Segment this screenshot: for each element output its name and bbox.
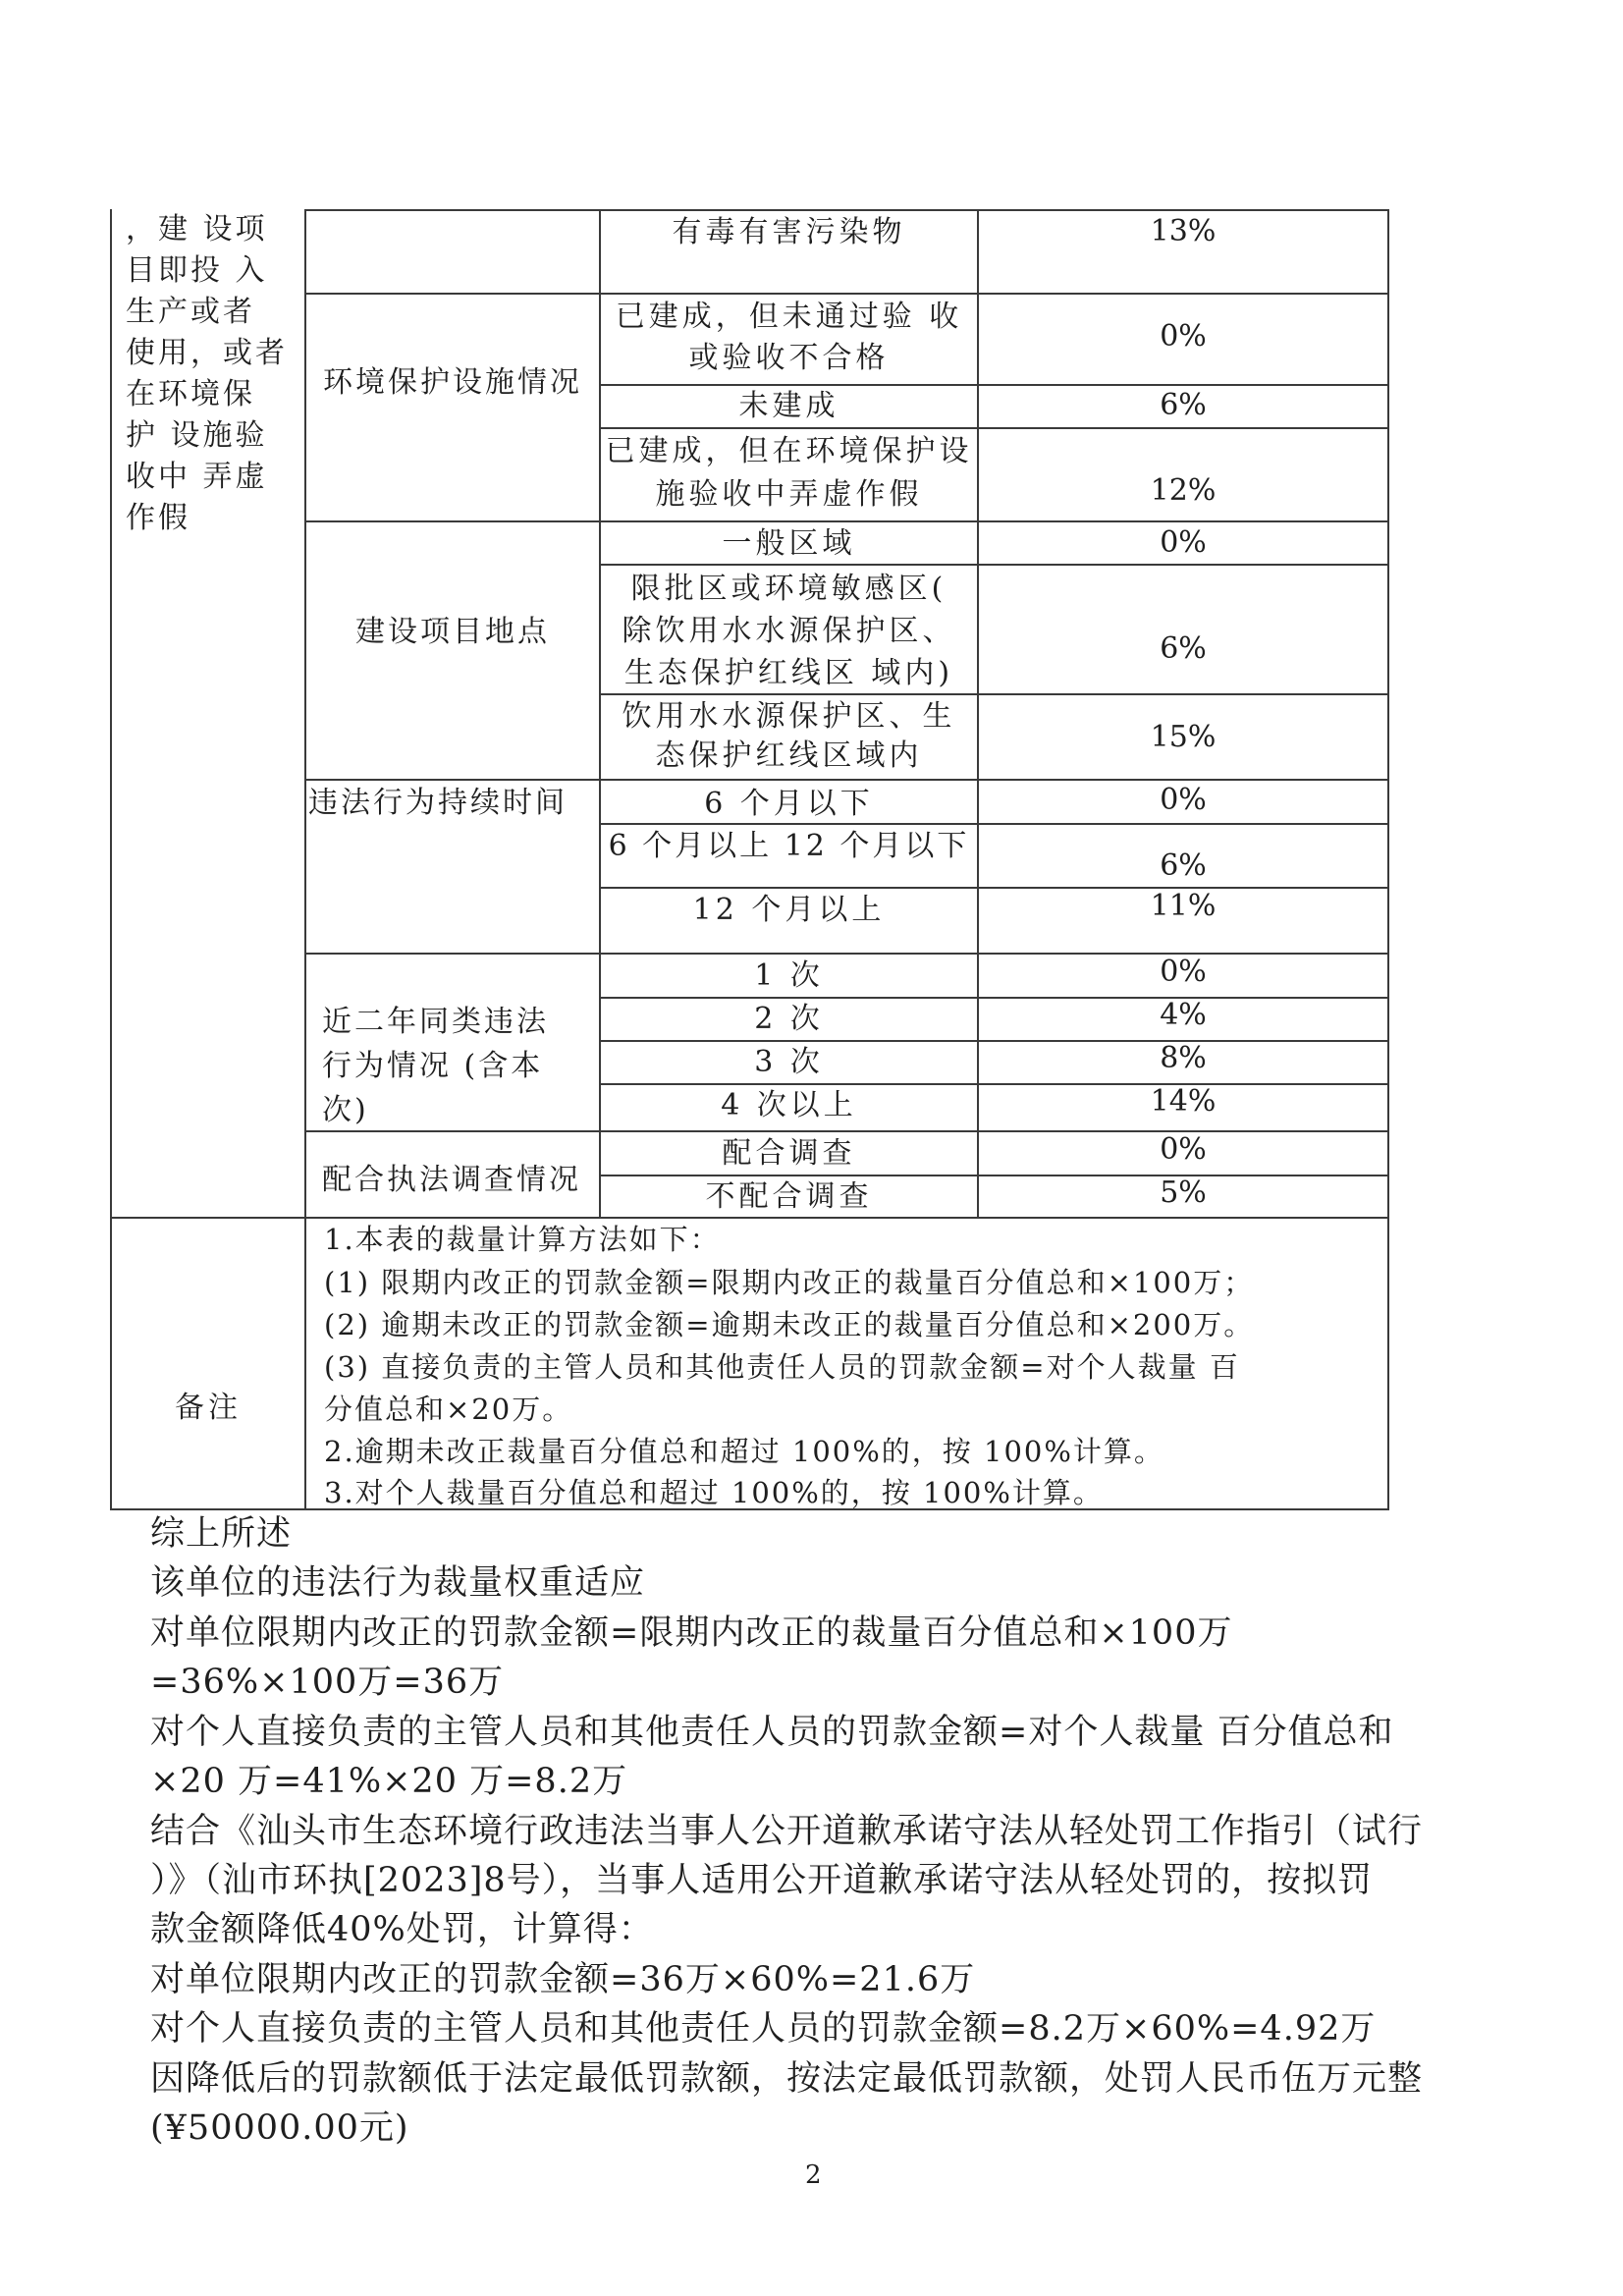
item-duration-2: 12 个月以上 (692, 893, 886, 927)
item-pollutant: 有毒有害污染物 (672, 215, 906, 249)
body-line: =36%×100万=36万 (150, 1663, 505, 1702)
body-line: 对个人直接负责的主管人员和其他责任人员的罚款金额=8.2万×60%=4.92万 (150, 2009, 1377, 2049)
label-location: 建设项目地点 (355, 615, 550, 649)
percent-cooperate-1: 5% (1160, 1175, 1207, 1210)
col1-line: 在环境保 (126, 377, 255, 411)
item-repeat-2: 3 次 (754, 1045, 824, 1079)
item-facility-1: 未建成 (738, 389, 839, 423)
remarks-line: (3) 直接负责的主管人员和其他责任人员的罚款金额=对个人裁量 百 (324, 1350, 1240, 1384)
percent-location-0: 0% (1160, 525, 1207, 560)
item-line: 除饮用水水源保护区、 (622, 614, 956, 648)
percent-duration-2: 11% (1150, 889, 1217, 923)
body-line: ×20 万=41%×20 万=8.2万 (150, 1762, 628, 1801)
col1-line: ，建 设项 (126, 212, 268, 246)
label-line: 行为情况 (含本 (322, 1049, 544, 1083)
remarks-line: 2.逾期未改正裁量百分值总和超过 100%的，按 100%计算。 (324, 1435, 1164, 1468)
percent-location-1: 6% (1160, 631, 1207, 666)
col1-line: 收中 弄虚 (126, 460, 268, 494)
body-line: ）》（汕市环执[2023]8号），当事人适用公开道歉承诺守法从轻处罚的，按拟罚 (150, 1861, 1374, 1900)
percent-duration-1: 6% (1160, 848, 1207, 883)
row-line (304, 1217, 306, 1510)
percent-repeat-1: 4% (1160, 998, 1207, 1032)
item-facility-2 (601, 430, 977, 517)
percent-repeat-2: 8% (1160, 1041, 1207, 1075)
col1-line: 使用，或者 (126, 336, 288, 370)
remarks-line: (2) 逾期未改正的罚款金额=逾期未改正的裁量百分值总和×200万。 (324, 1308, 1255, 1341)
item-line: 或验收不合格 (688, 341, 890, 375)
label-line: 次) (322, 1093, 369, 1127)
body-line: (¥50000.00元) (150, 2108, 409, 2148)
percent-pollutant: 13% (1150, 214, 1217, 248)
item-facility-0 (601, 297, 977, 379)
item-cooperate-0: 配合调查 (722, 1136, 856, 1171)
page-number: 2 (805, 2160, 822, 2190)
label-repeat (322, 1000, 597, 1132)
item-line: 已建成，但在环境保护设 (605, 434, 973, 468)
label-line: 近二年同类违法 (322, 1005, 549, 1039)
body-line: 对单位限期内改正的罚款金额=限期内改正的裁量百分值总和×100万 (150, 1613, 1233, 1653)
table-border-left (110, 209, 112, 1510)
body-line: 该单位的违法行为裁量权重适应 (150, 1563, 646, 1603)
body-line: 对单位限期内改正的罚款金额=36万×60%=21.6万 (150, 1960, 976, 1999)
item-line: 限批区或环境敏感区( (630, 572, 947, 606)
item-cooperate-1: 不配合调查 (705, 1179, 873, 1214)
body-line: 对个人直接负责的主管人员和其他责任人员的罚款金额=对个人裁量 百分值总和 (150, 1713, 1394, 1752)
remarks-line: 1.本表的裁量计算方法如下： (324, 1223, 721, 1256)
item-duration-0: 6 个月以下 (704, 787, 874, 821)
label-cooperate: 配合执法调查情况 (322, 1163, 581, 1197)
item-repeat-3: 4 次以上 (721, 1088, 857, 1122)
body-line: 综上所述 (150, 1514, 293, 1554)
item-location-0: 一般区域 (722, 526, 856, 561)
percent-cooperate-0: 0% (1160, 1132, 1207, 1167)
item-duration-1: 6 个月以上 12 个月以下 (608, 829, 970, 863)
col1-line: 目即投 入 (126, 253, 268, 288)
body-line: 款金额降低40%处罚，计算得： (150, 1910, 654, 1949)
item-line: 态保护红线区域内 (655, 738, 923, 773)
col1-text (126, 209, 293, 539)
item-line: 饮用水水源保护区、生 (622, 699, 956, 734)
percent-repeat-0: 0% (1160, 955, 1207, 989)
body-line: 因降低后的罚款额低于法定最低罚款额，按法定最低罚款额，处罚人民币伍万元整 (150, 2059, 1424, 2099)
row-line (304, 779, 1389, 781)
item-line: 生态保护红线区 域内) (623, 656, 954, 690)
col1-line: 作假 (126, 501, 190, 535)
percent-repeat-3: 14% (1150, 1084, 1217, 1119)
item-location-1 (601, 568, 977, 694)
col1-line: 护 设施验 (126, 418, 268, 453)
body-line: 结合《汕头市生态环境行政违法当事人公开道歉承诺守法从轻处罚工作指引（试行 (150, 1812, 1424, 1851)
remarks-line: (1) 限期内改正的罚款金额=限期内改正的裁量百分值总和×100万； (324, 1266, 1255, 1299)
label-facility: 环境保护设施情况 (323, 365, 582, 400)
item-line: 已建成，但未通过验 收 (615, 300, 963, 334)
percent-facility-2: 12% (1150, 473, 1217, 508)
item-repeat-1: 2 次 (754, 1002, 824, 1036)
row-line (304, 293, 1389, 295)
table-border-right (1387, 209, 1389, 1510)
percent-facility-1: 6% (1160, 388, 1207, 422)
col1-line: 生产或者 (126, 295, 255, 329)
percent-location-2: 15% (1150, 720, 1217, 754)
remarks-line: 3.对个人裁量百分值总和超过 100%的，按 100%计算。 (324, 1476, 1104, 1509)
item-location-2 (601, 697, 977, 776)
remarks-line: 分值总和×20万。 (324, 1393, 573, 1426)
remarks-label: 备注 (175, 1391, 242, 1425)
percent-duration-0: 0% (1160, 783, 1207, 817)
item-repeat-0: 1 次 (754, 958, 824, 993)
item-line: 施验收中弄虚作假 (655, 477, 923, 512)
percent-facility-0: 0% (1160, 319, 1207, 354)
label-duration: 违法行为持续时间 (308, 786, 568, 820)
